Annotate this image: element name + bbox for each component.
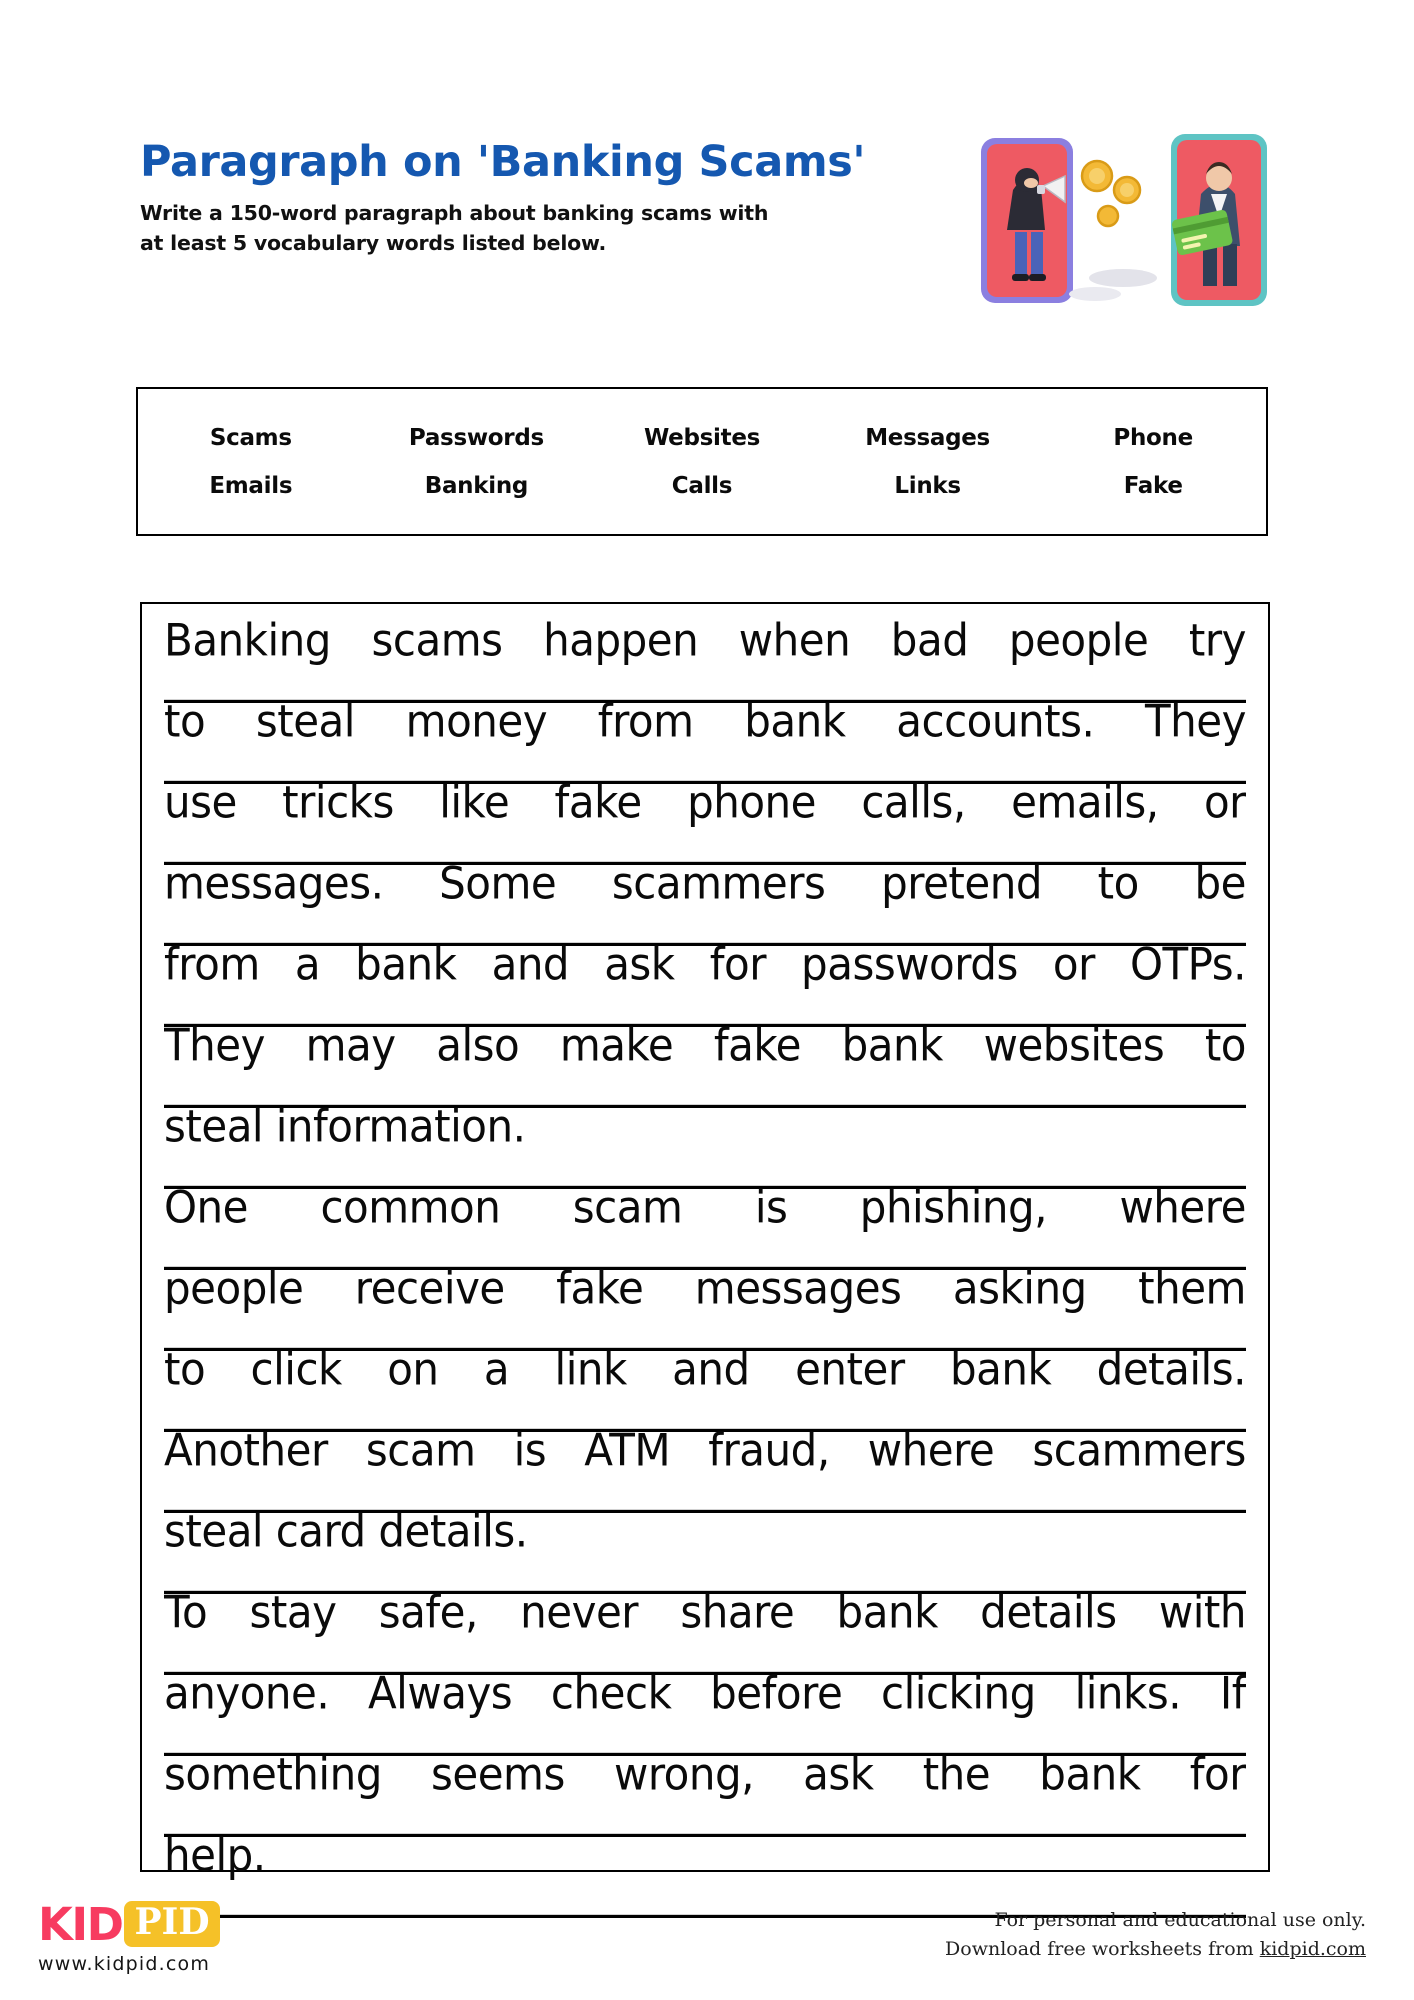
answer-word: them: [1138, 1265, 1246, 1314]
answer-word: wrong,: [613, 1751, 755, 1800]
vocabulary-word: Fake: [1123, 472, 1183, 499]
answer-word: and: [672, 1346, 750, 1395]
answer-word: fraud,: [708, 1427, 830, 1476]
answer-word: bank: [836, 1589, 938, 1638]
answer-word: help.: [164, 1832, 266, 1881]
kidpid-logo[interactable]: [38, 1898, 368, 1975]
answer-word: Some: [439, 860, 557, 909]
banking-scam-illustration: [975, 128, 1275, 328]
answer-word: steal: [255, 698, 355, 747]
answer-word: where: [867, 1427, 995, 1476]
answer-word: details.: [378, 1508, 528, 1557]
answer-word: safe,: [378, 1589, 478, 1638]
answer-line: [164, 1022, 1246, 1108]
vocabulary-word: Banking: [424, 472, 529, 499]
answer-word: One: [164, 1184, 249, 1233]
logo-website-url: www.kidpid.com: [38, 1953, 211, 1975]
footer-notice-line-1: For personal and educational use only.: [994, 1909, 1366, 1931]
answer-word: fake: [554, 779, 642, 828]
answer-word: for: [709, 941, 766, 990]
answer-word: phishing,: [859, 1184, 1048, 1233]
vocabulary-word: Phone: [1113, 424, 1193, 451]
answer-word: Banking: [164, 617, 331, 666]
answer-word: to: [164, 1346, 206, 1395]
answer-word: ask: [803, 1751, 874, 1800]
answer-line: [164, 1751, 1246, 1837]
answer-word: fake: [556, 1265, 644, 1314]
answer-word: use: [164, 779, 237, 828]
answer-word: ask: [604, 941, 675, 990]
answer-word: websites: [983, 1022, 1165, 1071]
answer-word: OTPs.: [1129, 941, 1246, 990]
answer-text: [164, 617, 1246, 1918]
answer-word: pretend: [881, 860, 1042, 909]
logo-kid-text: KID: [38, 1897, 123, 1951]
footer-notice-prefix: Download free worksheets from: [945, 1938, 1260, 1961]
answer-word: something: [164, 1751, 382, 1800]
answer-word: check: [550, 1670, 672, 1719]
answer-word: scammers: [611, 860, 826, 909]
answer-word: to: [164, 698, 206, 747]
answer-word: may: [305, 1022, 396, 1071]
vocabulary-word: Messages: [865, 424, 990, 451]
answer-word: on: [387, 1346, 439, 1395]
coins-icon: [1082, 161, 1140, 226]
answer-word: click: [250, 1346, 342, 1395]
answer-word: If: [1219, 1670, 1246, 1719]
answer-word: to: [1097, 860, 1139, 909]
instructions-line-2: at least 5 vocabulary words listed below.: [140, 230, 607, 255]
answer-word: scammers: [1032, 1427, 1246, 1476]
answer-word: a: [483, 1346, 510, 1395]
answer-word: accounts.: [896, 698, 1095, 747]
answer-line: [164, 860, 1246, 946]
answer-word: stay: [249, 1589, 337, 1638]
answer-word: steal: [164, 1508, 264, 1557]
vocabulary-word: Websites: [643, 424, 761, 451]
answer-word: passwords: [801, 941, 1018, 990]
answer-word: make: [559, 1022, 674, 1071]
answer-word: clicking: [881, 1670, 1036, 1719]
answer-word: also: [436, 1022, 520, 1071]
answer-word: where: [1119, 1184, 1246, 1233]
logo-mark: [38, 1898, 368, 1950]
answer-word: ATM: [584, 1427, 671, 1476]
answer-word: card: [275, 1508, 366, 1557]
answer-word: Always: [367, 1670, 513, 1719]
answer-word: share: [680, 1589, 795, 1638]
answer-word: the: [922, 1751, 991, 1800]
answer-line: [164, 1427, 1246, 1513]
answer-word: people: [1008, 617, 1149, 666]
worksheet-instructions: [140, 199, 780, 258]
answer-word: phone: [687, 779, 817, 828]
answer-word: links.: [1074, 1670, 1182, 1719]
answer-word: bank: [841, 1022, 943, 1071]
answer-line: [164, 1589, 1246, 1675]
answer-word: emails,: [1011, 779, 1159, 828]
answer-word: bank: [949, 1346, 1052, 1395]
answer-word: enter: [795, 1346, 905, 1395]
vocabulary-row-2: [138, 473, 1266, 499]
answer-word: scam: [572, 1184, 683, 1233]
footer-notice-line-2: [945, 1935, 1366, 1964]
answer-line: [164, 1508, 1246, 1594]
footer-notice: [945, 1906, 1366, 1965]
instructions-line-1: Write a 150-word paragraph about banking scams with: [140, 201, 769, 226]
answer-word: scams: [371, 617, 503, 666]
answer-line: [164, 941, 1246, 1027]
shadow-ellipse: [1089, 269, 1157, 287]
answer-line: [164, 617, 1246, 703]
vocabulary-word: Emails: [209, 472, 293, 499]
answer-line: [164, 698, 1246, 784]
vocabulary-word: Calls: [671, 472, 733, 499]
answer-word: or: [1052, 941, 1095, 990]
answer-word: common: [320, 1184, 501, 1233]
vocabulary-row-1: [138, 425, 1266, 451]
answer-word: To: [164, 1589, 208, 1638]
answer-word: from: [597, 698, 694, 747]
answer-word: asking: [952, 1265, 1087, 1314]
logo-pid-text: PID: [134, 1901, 210, 1944]
left-phone-icon: [981, 138, 1073, 303]
answer-word: They: [1145, 698, 1246, 747]
answer-line: [164, 1103, 1246, 1189]
answer-line: [164, 1670, 1246, 1756]
kidpid-link[interactable]: kidpid.com: [1259, 1938, 1366, 1961]
answer-word: seems: [431, 1751, 565, 1800]
answer-word: information.: [275, 1103, 526, 1152]
answer-word: bank: [744, 698, 846, 747]
answer-word: money: [405, 698, 548, 747]
answer-word: to: [1204, 1022, 1246, 1071]
page-title: Paragraph on 'Banking Scams': [140, 137, 866, 187]
answer-writing-area[interactable]: [140, 602, 1270, 1881]
shadow-ellipse: [1069, 287, 1121, 301]
right-phone-icon: [1171, 134, 1267, 306]
answer-word: when: [738, 617, 851, 666]
answer-word: details.: [1096, 1346, 1246, 1395]
vocabulary-word: Scams: [209, 424, 292, 451]
logo-pid-box: [124, 1901, 219, 1947]
answer-word: a: [294, 941, 321, 990]
answer-word: receive: [354, 1265, 505, 1314]
answer-line: [164, 1265, 1246, 1351]
answer-word: bad: [890, 617, 969, 666]
answer-word: try: [1188, 617, 1246, 666]
answer-line: [164, 1346, 1246, 1432]
vocabulary-word: Passwords: [408, 424, 544, 451]
answer-word: calls,: [861, 779, 966, 828]
answer-word: They: [164, 1022, 265, 1071]
answer-word: bank: [355, 941, 457, 990]
answer-word: messages.: [164, 860, 384, 909]
answer-word: scam: [365, 1427, 476, 1476]
answer-word: or: [1203, 779, 1246, 828]
answer-word: with: [1158, 1589, 1246, 1638]
answer-word: happen: [543, 617, 699, 666]
worksheet-header: [140, 137, 1020, 259]
answer-word: steal: [164, 1103, 264, 1152]
answer-word: like: [439, 779, 510, 828]
vocabulary-word-bank: [136, 387, 1268, 536]
answer-word: never: [520, 1589, 639, 1638]
answer-line: [164, 1184, 1246, 1270]
answer-word: tricks: [282, 779, 394, 828]
answer-word: be: [1194, 860, 1246, 909]
answer-line: [164, 779, 1246, 865]
vocabulary-word: Links: [894, 472, 961, 499]
answer-word: fake: [713, 1022, 802, 1071]
answer-word: bank: [1039, 1751, 1141, 1800]
answer-word: and: [491, 941, 570, 990]
answer-word: Another: [164, 1427, 328, 1476]
answer-word: is: [513, 1427, 547, 1476]
answer-word: before: [710, 1670, 843, 1719]
answer-word: details: [980, 1589, 1117, 1638]
answer-word: from: [164, 941, 260, 990]
answer-word: messages: [694, 1265, 902, 1314]
answer-word: link: [554, 1346, 627, 1395]
answer-word: people: [164, 1265, 304, 1314]
answer-word: is: [754, 1184, 788, 1233]
answer-word: anyone.: [164, 1670, 330, 1719]
answer-word: for: [1189, 1751, 1246, 1800]
